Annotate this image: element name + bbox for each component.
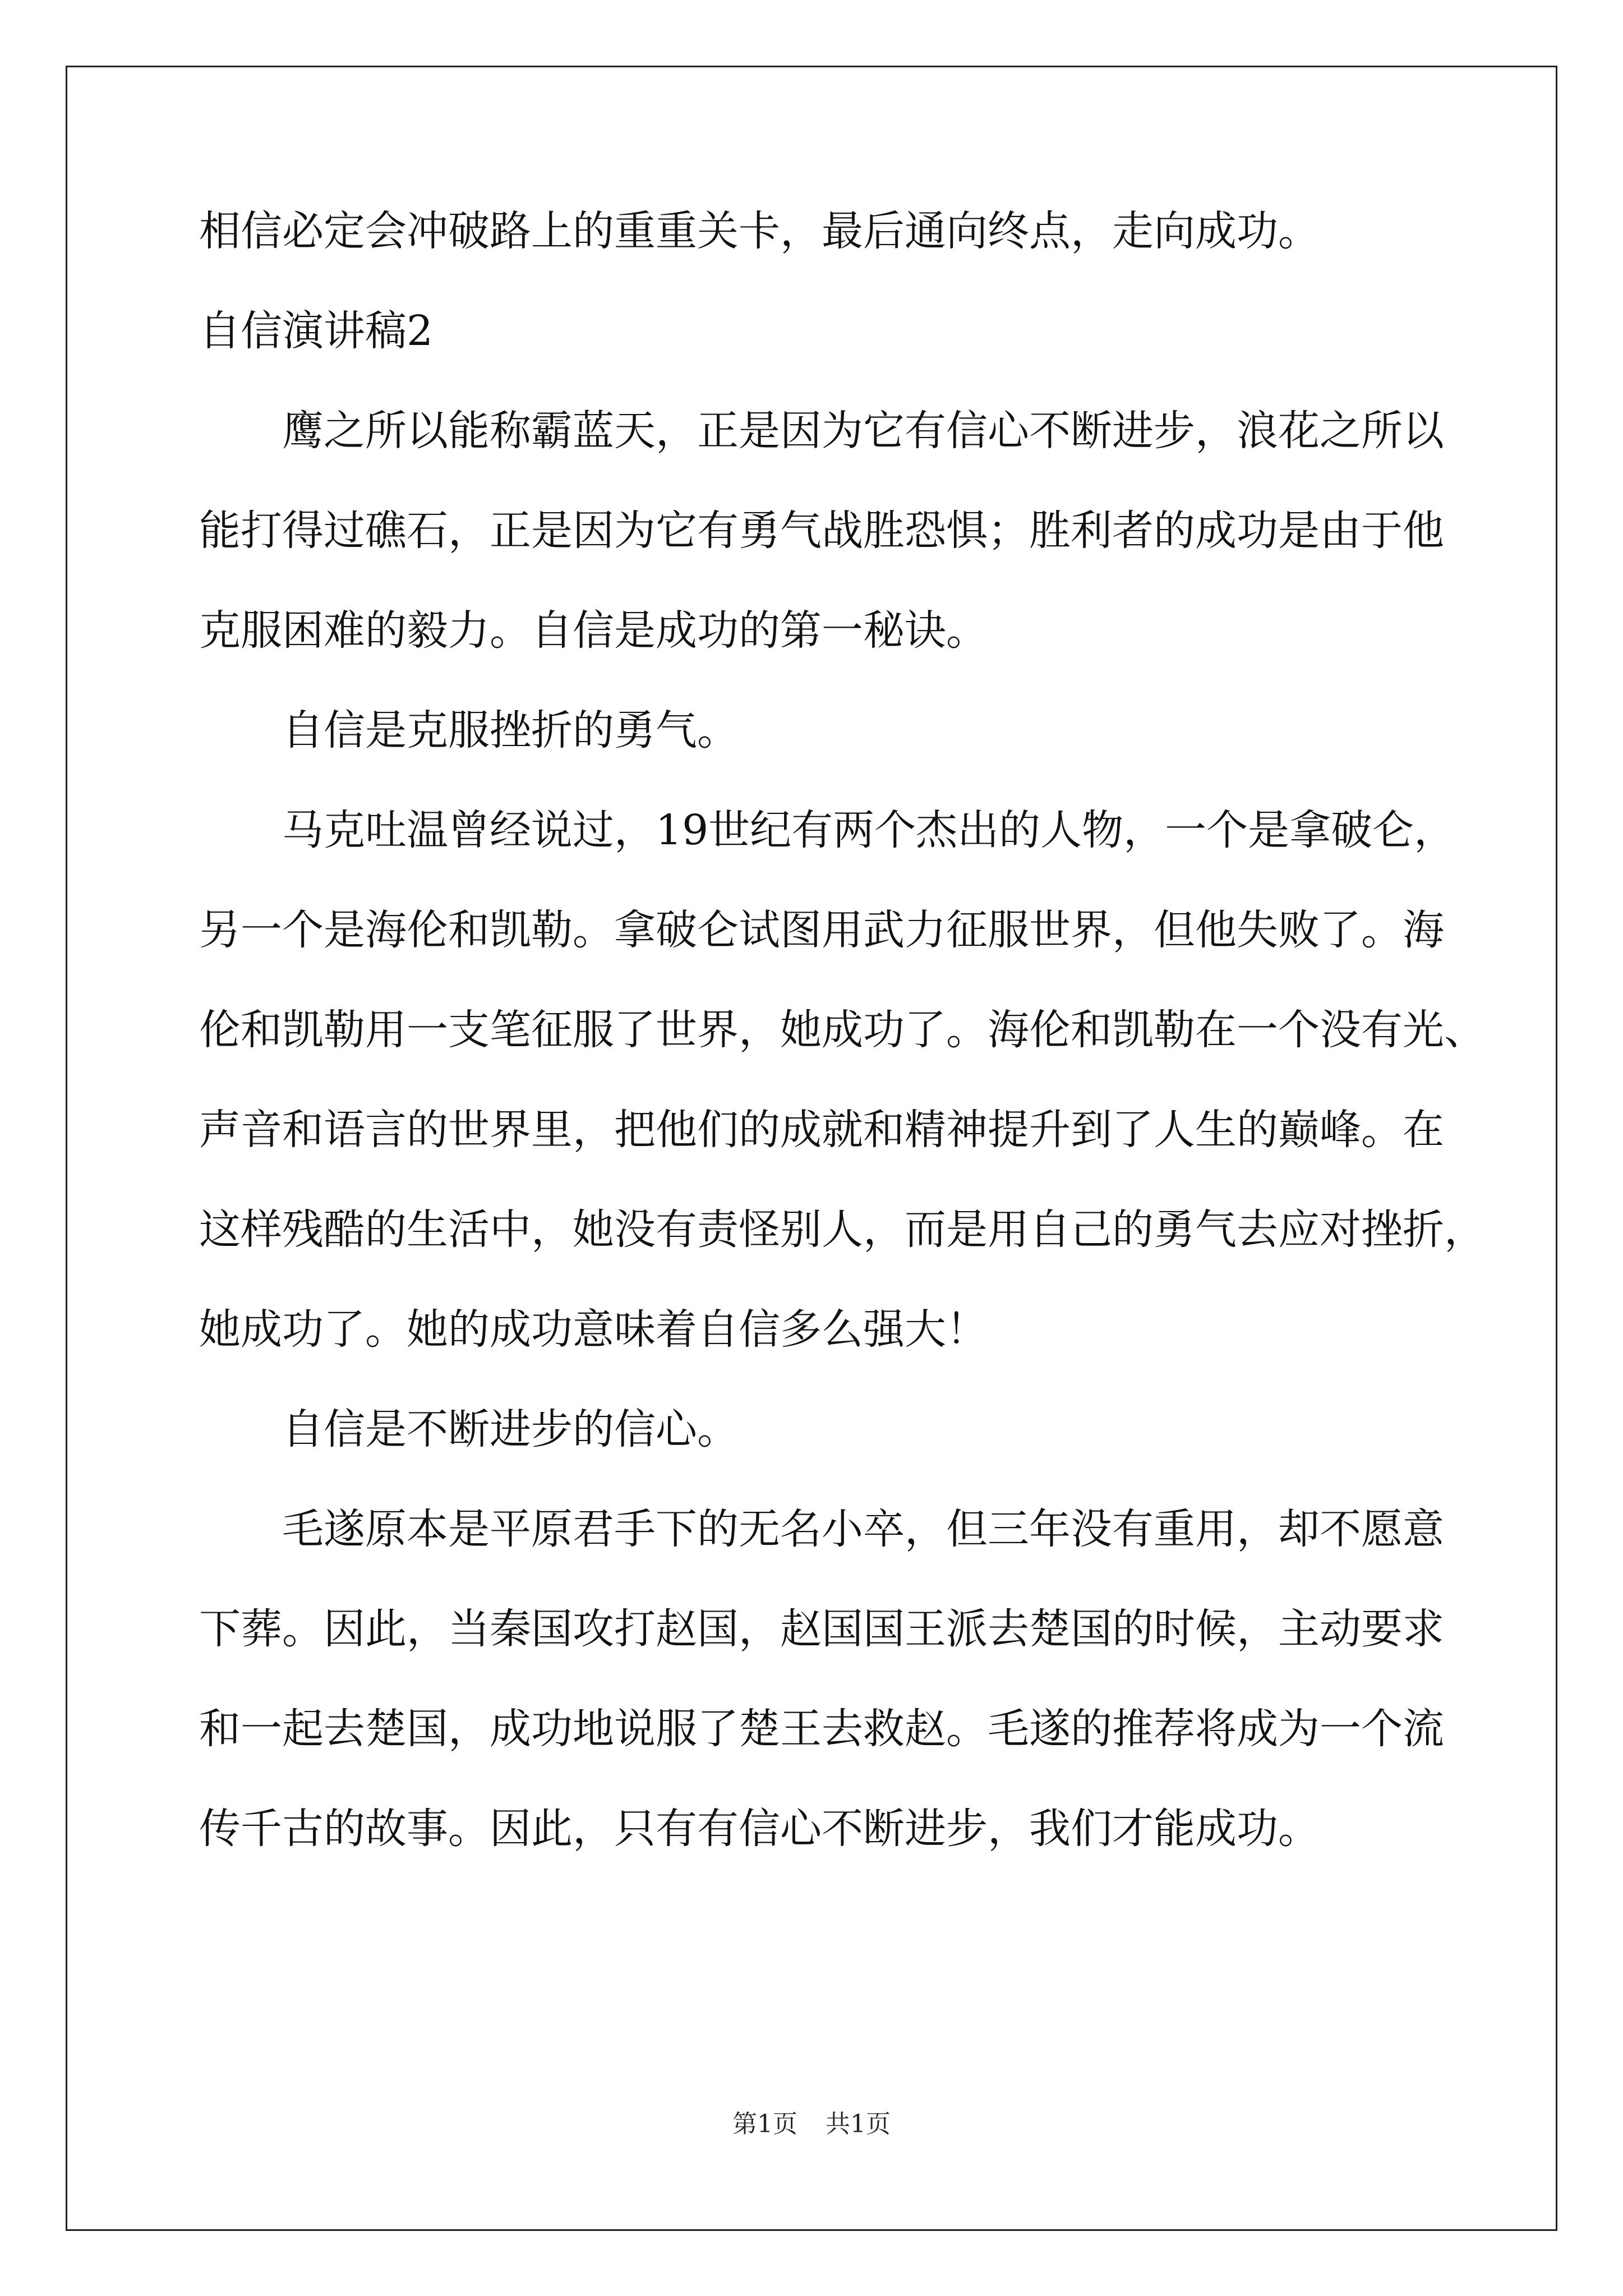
paragraph-line: 自信是克服挫折的勇气。 (282, 706, 739, 754)
paragraph-line: 下葬。因此，当秦国攻打赵国，赵国国王派去楚国的时候，主动要求 (199, 1605, 1444, 1653)
paragraph-line: 毛遂原本是平原君手下的无名小卒，但三年没有重用，却不愿意 (282, 1505, 1444, 1553)
paragraph-line: 自信是不断进步的信心。 (282, 1405, 739, 1453)
paragraph-line: 能打得过礁石，正是因为它有勇气战胜恐惧；胜利者的成功是由于他 (199, 507, 1444, 555)
paragraph-line: 她成功了。她的成功意味着自信多么强大！ (199, 1305, 988, 1354)
paragraph-line: 另一个是海伦和凯勒。拿破仑试图用武力征服世界，但他失败了。海 (199, 906, 1444, 954)
paragraph-line: 马克吐温曾经说过，19世纪有两个杰出的人物，一个是拿破仑， (282, 806, 1456, 854)
paragraph-line: 伦和凯勒用一支笔征服了世界，她成功了。海伦和凯勒在一个没有光、 (199, 1006, 1486, 1054)
paragraph-line: 相信必定会冲破路上的重重关卡，最后通向终点，走向成功。 (199, 207, 1320, 255)
document-body (199, 207, 1486, 1908)
paragraph-line: 这样残酷的生活中，她没有责怪别人，而是用自己的勇气去应对挫折， (199, 1205, 1486, 1254)
paragraph-line: 声音和语言的世界里，把他们的成就和精神提升到了人生的巅峰。在 (199, 1106, 1444, 1154)
page-total: 共1页 (826, 2110, 891, 2138)
paragraph-line: 克服困难的毅力。自信是成功的第一秘诀。 (199, 606, 988, 655)
page-number: 第1页 (732, 2110, 797, 2138)
paragraph-line: 传千古的故事。因此，只有有信心不断进步，我们才能成功。 (199, 1805, 1320, 1853)
paragraph-line: 和一起去楚国，成功地说服了楚王去救赵。毛遂的推荐将成为一个流 (199, 1705, 1444, 1753)
section-title: 自信演讲稿2 (199, 307, 434, 355)
page-footer (0, 2112, 1623, 2137)
paragraph-line: 鹰之所以能称霸蓝天，正是因为它有信心不断进步，浪花之所以 (282, 407, 1444, 455)
